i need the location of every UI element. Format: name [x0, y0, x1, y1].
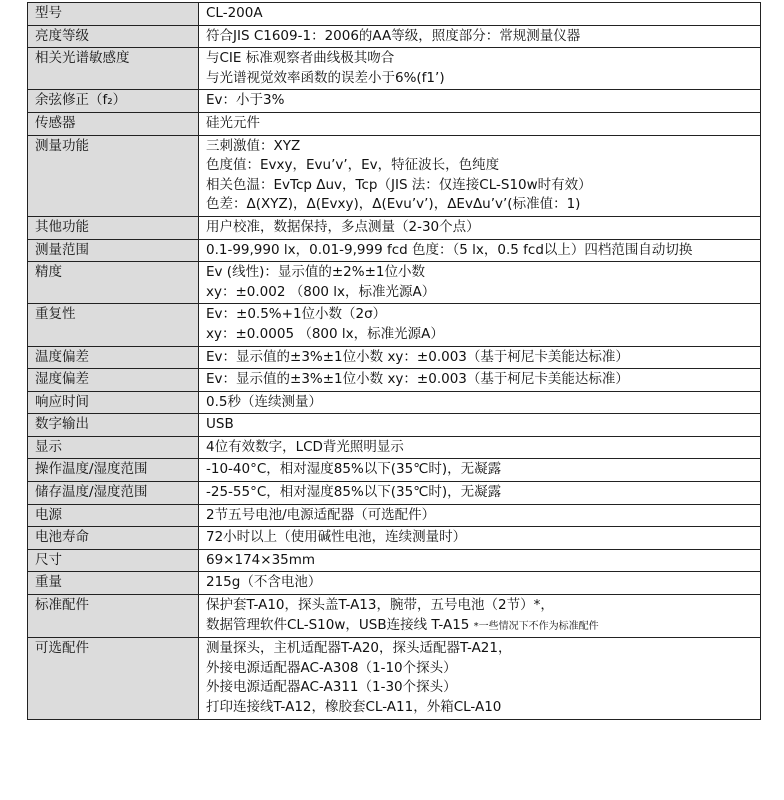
spec-row	[28, 3, 761, 26]
spec-value	[199, 112, 761, 135]
spec-row	[28, 369, 761, 392]
spec-label: 测量范围	[28, 239, 199, 262]
spec-value	[199, 482, 761, 505]
spec-row	[28, 346, 761, 369]
spec-value-line: -25-55°C，相对湿度85%以下(35℃时)，无凝露	[206, 484, 502, 501]
spec-row	[28, 239, 761, 262]
spec-value-line: xy：±0.0005 （800 lx，标准光源A）	[206, 325, 444, 342]
spec-row	[28, 135, 761, 216]
spec-value-line: 与光谱视觉效率函数的误差小于6%(f1’)	[206, 69, 445, 86]
spec-label: 型号	[28, 3, 199, 26]
spec-value-line: Ev：±0.5%+1位小数（2σ）	[206, 306, 387, 323]
spec-label: 储存温度/湿度范围	[28, 482, 199, 505]
spec-label: 相关光谱敏感度	[28, 48, 199, 90]
spec-value-line: Ev：小于3%	[206, 92, 285, 109]
spec-value	[199, 216, 761, 239]
spec-value	[199, 25, 761, 48]
spec-value-line: 相关色温：EvTcp Δuv，Tcp（JIS 法：仅连接CL-S10w时有效）	[206, 176, 592, 193]
spec-row	[28, 216, 761, 239]
spec-label: 显示	[28, 436, 199, 459]
spec-value	[199, 527, 761, 550]
spec-value-line: CL-200A	[206, 5, 263, 21]
spec-row	[28, 48, 761, 90]
spec-row	[28, 262, 761, 304]
spec-value-line: USB	[206, 416, 234, 433]
spec-row	[28, 572, 761, 595]
spec-row	[28, 436, 761, 459]
spec-label: 传感器	[28, 112, 199, 135]
spec-value-line: 打印连接线T-A12，橡胶套CL-A11，外箱CL-A10	[206, 699, 502, 715]
spec-value	[199, 391, 761, 414]
spec-value	[199, 3, 761, 26]
spec-value	[199, 262, 761, 304]
spec-value-line: Ev (线性)：显示值的±2%±1位小数	[206, 264, 425, 281]
spec-value	[199, 549, 761, 572]
spec-label: 操作温度/湿度范围	[28, 459, 199, 482]
spec-row	[28, 304, 761, 346]
spec-label: 亮度等级	[28, 25, 199, 48]
spec-value-line: 数据管理软件CL-S10w，USB连接线 T-A15	[206, 616, 470, 633]
spec-value-line: 外接电源适配器AC-A311（1-30个探头）	[206, 679, 457, 696]
spec-value	[199, 436, 761, 459]
spec-row	[28, 549, 761, 572]
spec-row	[28, 414, 761, 437]
spec-value-line: 硅光元件	[206, 114, 260, 131]
spec-row	[28, 391, 761, 414]
spec-value	[199, 414, 761, 437]
spec-value	[199, 48, 761, 90]
spec-value-line: 色度值：Evxy，Evu’v’，Ev，特征波长，色纯度	[206, 157, 500, 174]
spec-label: 湿度偏差	[28, 369, 199, 392]
spec-label: 数字输出	[28, 414, 199, 437]
spec-row	[28, 504, 761, 527]
spec-label: 余弦修正（f₂）	[28, 90, 199, 113]
spec-value-line: 2节五号电池/电源适配器（可选配件）	[206, 506, 436, 523]
spec-value-line: xy：±0.002 （800 lx，标准光源A）	[206, 283, 436, 300]
spec-value-line: -10-40°C，相对湿度85%以下(35℃时)，无凝露	[206, 461, 502, 478]
spec-value-line: 用户校准，数据保持，多点测量（2-30个点）	[206, 218, 480, 235]
spec-value-line: 215g（不含电池）	[206, 574, 322, 591]
spec-value	[199, 304, 761, 346]
spec-label: 响应时间	[28, 391, 199, 414]
spec-label: 尺寸	[28, 549, 199, 572]
spec-row	[28, 527, 761, 550]
spec-table	[27, 2, 761, 720]
spec-label: 测量功能	[28, 135, 199, 216]
spec-value-line: 与CIE 标准观察者曲线极其吻合	[206, 50, 395, 67]
spec-value	[199, 135, 761, 216]
spec-value-line: 保护套T-A10，探头盖T-A13，腕带，五号电池（2节）*，	[206, 597, 554, 614]
spec-value	[199, 239, 761, 262]
spec-value	[199, 572, 761, 595]
spec-row	[28, 638, 761, 719]
spec-value-line: Ev：显示值的±3%±1位小数 xy：±0.003（基于柯尼卡美能达标准）	[206, 371, 629, 388]
spec-value	[199, 90, 761, 113]
spec-row	[28, 112, 761, 135]
spec-value	[199, 369, 761, 392]
spec-footnote: *一些情况下不作为标准配件	[473, 620, 599, 632]
spec-label: 标准配件	[28, 595, 199, 638]
spec-value-line: Ev：显示值的±3%±1位小数 xy：±0.003（基于柯尼卡美能达标准）	[206, 348, 629, 365]
spec-row	[28, 482, 761, 505]
spec-value	[199, 504, 761, 527]
spec-label: 重复性	[28, 304, 199, 346]
spec-value-line: 72小时以上（使用碱性电池，连续测量时）	[206, 529, 467, 546]
spec-value-line: 符合JIS C1609-1：2006的AA等级，照度部分：常规测量仪器	[206, 27, 581, 44]
spec-value-line: 色差：Δ(XYZ)，Δ(Evxy)，Δ(Evu’v’)，ΔEvΔu’v’(标准值：1)	[206, 196, 581, 213]
spec-label: 其他功能	[28, 216, 199, 239]
spec-label: 电池寿命	[28, 527, 199, 550]
spec-value-line: 0.1-99,990 lx，0.01-9,999 fcd 色度：（5 lx，0.5 fcd以上）四档范围自动切换	[206, 241, 693, 258]
spec-value-line: 三刺激值：XYZ	[206, 137, 301, 154]
spec-row	[28, 90, 761, 113]
spec-row	[28, 25, 761, 48]
spec-label: 精度	[28, 262, 199, 304]
spec-value	[199, 459, 761, 482]
spec-label: 可选配件	[28, 638, 199, 719]
spec-value-line: 外接电源适配器AC-A308（1-10个探头）	[206, 659, 457, 676]
spec-value-line: 0.5秒（连续测量）	[206, 393, 322, 410]
spec-value-line: 4位有效数字，LCD背光照明显示	[206, 438, 404, 455]
spec-row	[28, 459, 761, 482]
spec-value-line: 69×174×35mm	[206, 551, 316, 568]
spec-label: 电源	[28, 504, 199, 527]
spec-value	[199, 595, 761, 638]
spec-value-line: 测量探头，主机适配器T-A20，探头适配器T-A21，	[206, 640, 512, 657]
spec-value	[199, 638, 761, 719]
spec-table-body	[28, 3, 761, 720]
spec-value	[199, 346, 761, 369]
spec-row	[28, 595, 761, 638]
spec-label: 温度偏差	[28, 346, 199, 369]
spec-label: 重量	[28, 572, 199, 595]
spec-value-line-with-note	[206, 616, 754, 637]
